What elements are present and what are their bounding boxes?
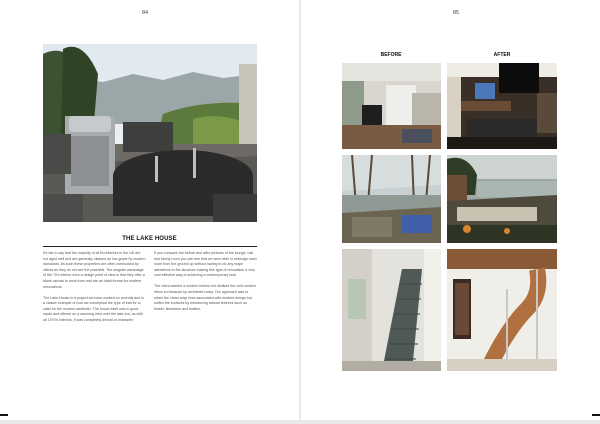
before-photo-exterior [342, 155, 441, 243]
right-page [301, 0, 600, 420]
before-photo-staircase [342, 249, 441, 371]
paragraph: The client wanted a modern interior but disliked the cold modern ethos so because by architects today. Our approach was to retain the clean crisp lines associated with modern design but soften the surfaces by introducing natural textures such as timber, limestone and leather. [154, 284, 257, 311]
text-column-2 [154, 251, 257, 318]
after-label: AFTER [493, 52, 511, 58]
paragraph: It's fair to say that the majority of all Bu interiors in the UK are not aged well and are generally classed as low grade by modern standards. As such these properties are often overlooked by clients as they do not see the potential. The singular advantage of the 70's interior from a design point of view is that they offer a blank canvas to work from and are an ideal format for modern renovations. [43, 251, 146, 289]
before-photo-lounge [342, 63, 441, 149]
after-photo-exterior [447, 155, 557, 243]
after-photo-staircase [447, 249, 557, 371]
crop-mark [592, 414, 600, 416]
paragraph: The Lake House is a project we have worked on recently and is a classic example of how we conceptual the type of interior to cater for the modern aesthetic. The house itself was in good repair and offered on a stunning view over the lake but, as with all 1970's interiors, it was completely devoid of character. [43, 295, 144, 322]
page-number-left: 84 [142, 10, 149, 16]
before-label: BEFORE [380, 52, 402, 58]
left-page [0, 0, 299, 420]
hero-photo-terrace [43, 44, 257, 222]
page-number-right: 85 [453, 10, 460, 16]
title-divider [43, 246, 257, 247]
section-title: THE LAKE HOUSE [122, 236, 177, 242]
text-column-1 [43, 251, 146, 329]
after-photo-lounge [447, 63, 557, 149]
paragraph: If you compare the before and after pictures of the lounge, hall and family room you can see that we were able to redesign each room from the ground up without having to do any major alterations to the structure making this type of renovation a very cost effective way of achieving a contemporary look. [154, 251, 257, 278]
crop-mark [0, 414, 8, 416]
